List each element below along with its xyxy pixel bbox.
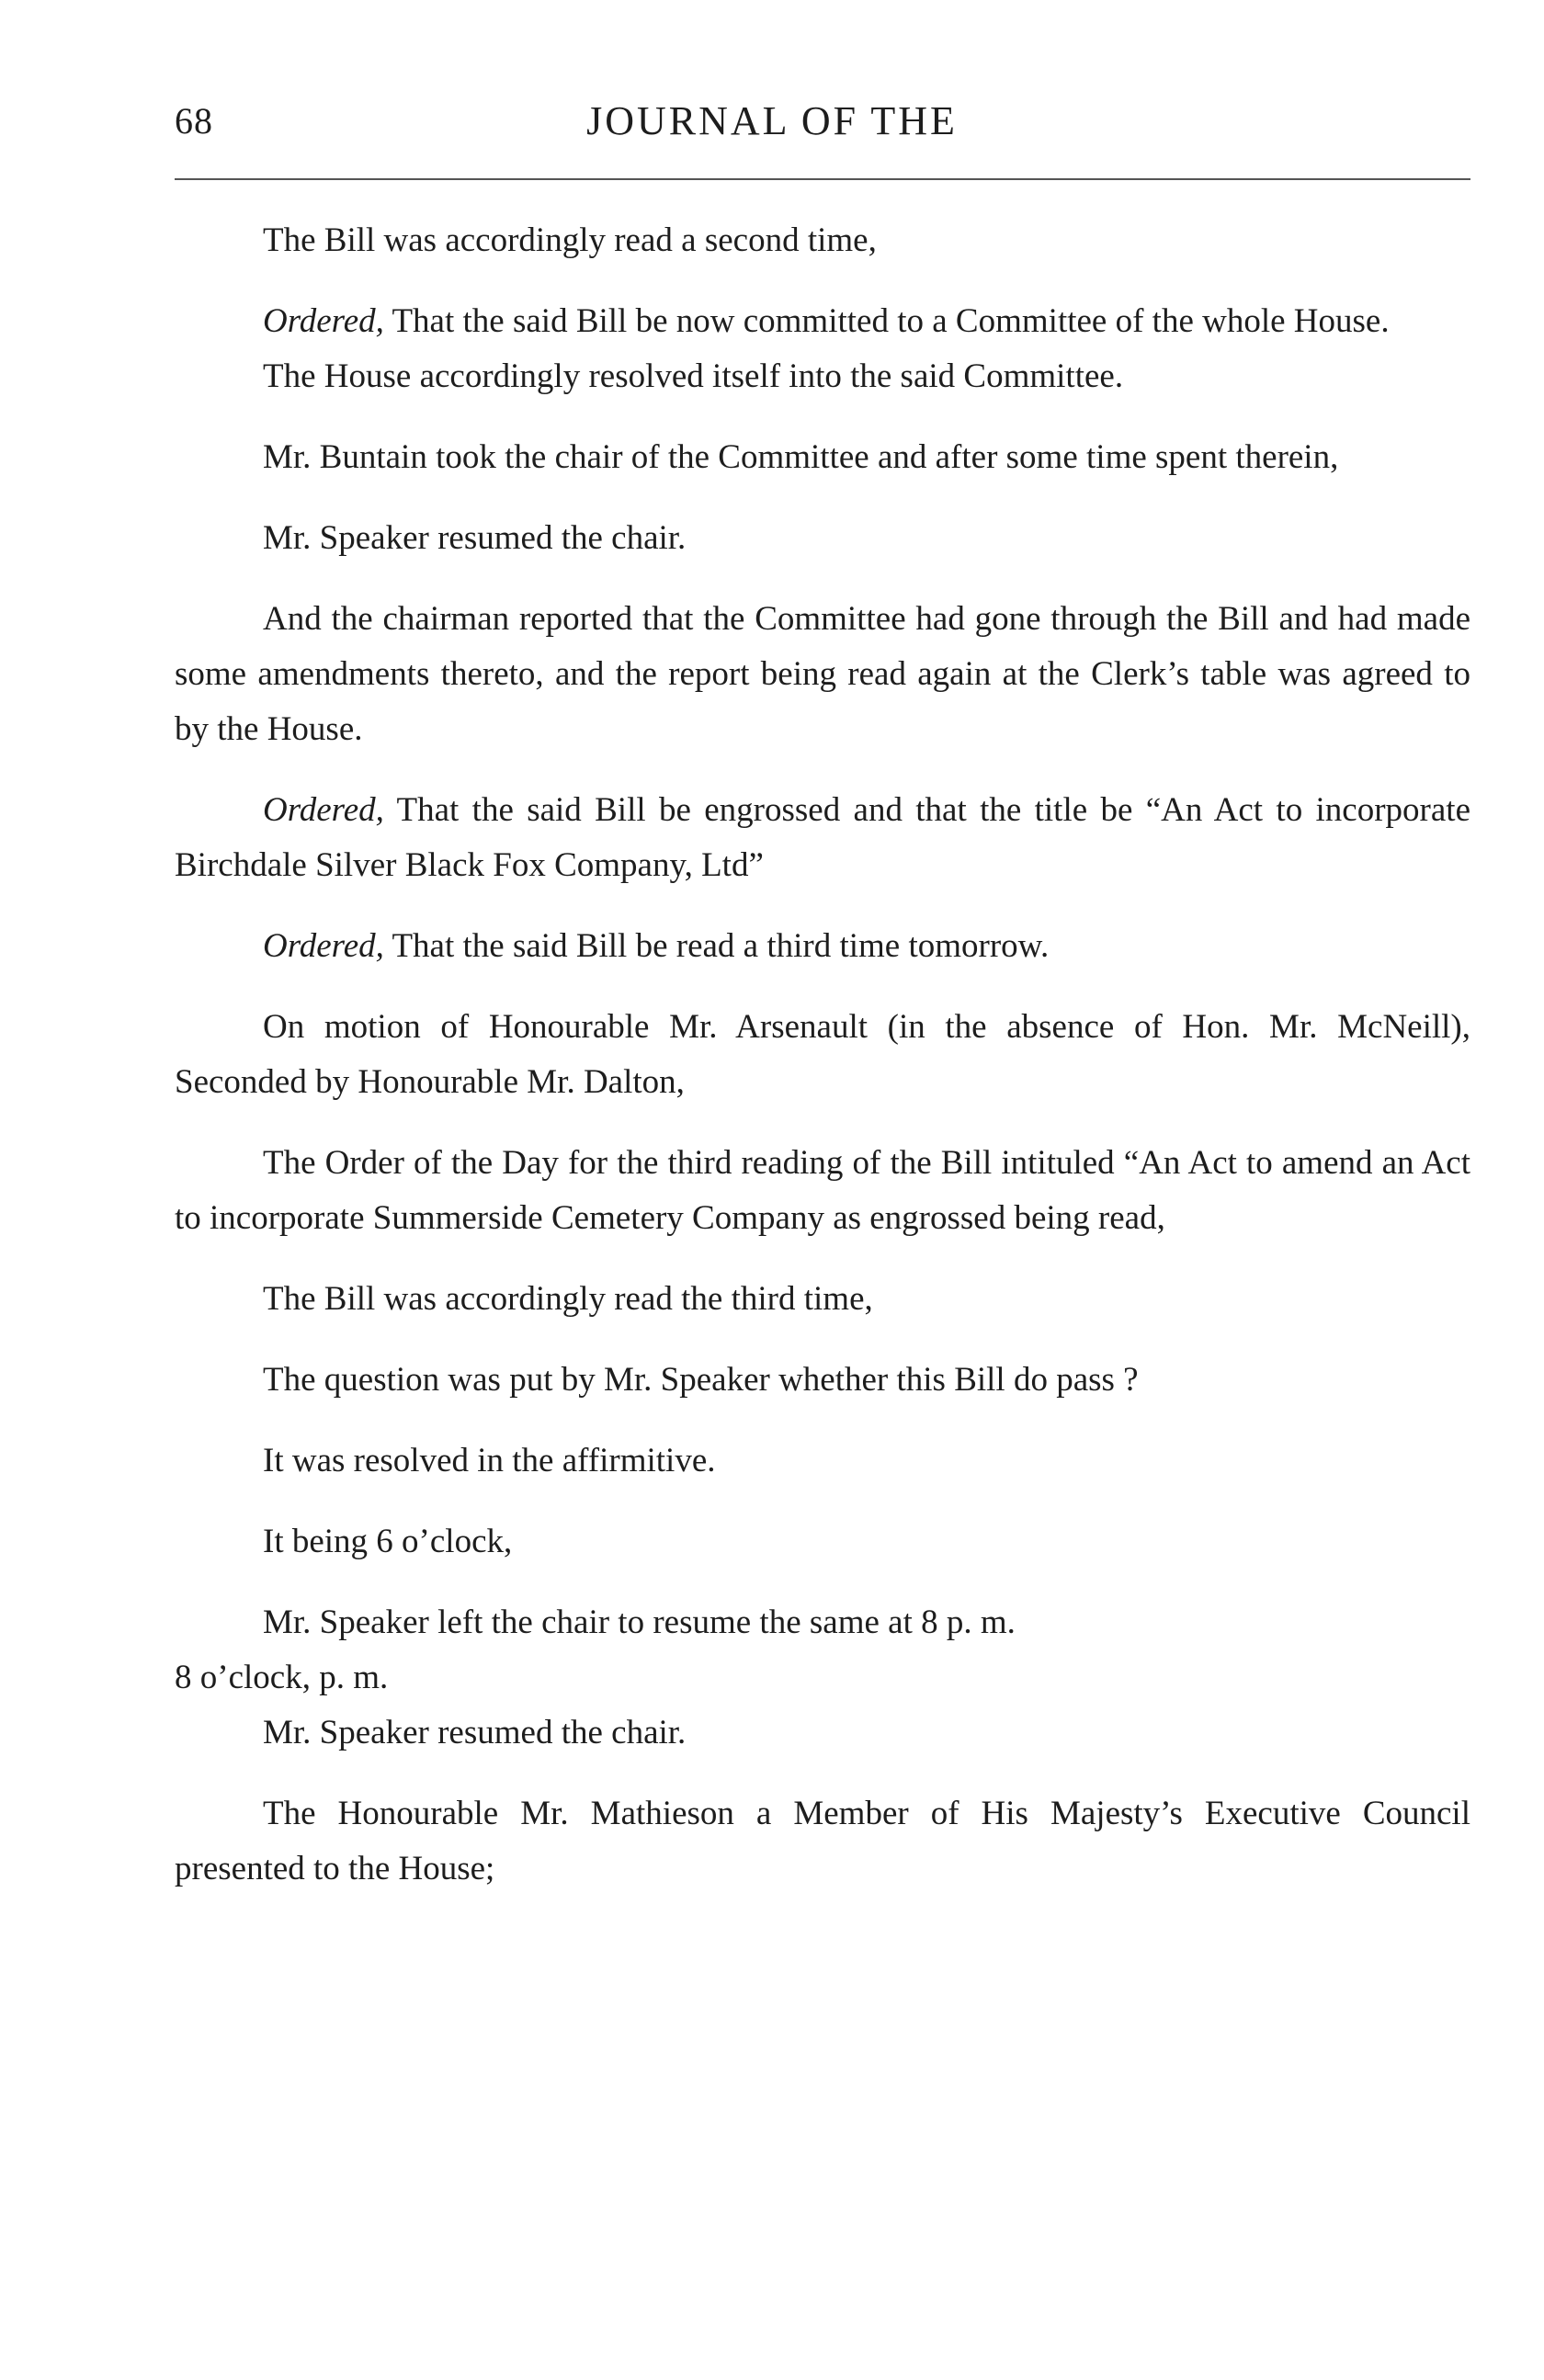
paragraph-ordered: Ordered, That the said Bill be now committed to a Committee of the whole House. bbox=[263, 302, 1390, 340]
page-number: 68 bbox=[175, 100, 213, 142]
paragraph: Mr. Buntain took the chair of the Committee and after some time spent therein, bbox=[263, 438, 1339, 476]
paragraph: Mr. Speaker left the chair to resume the same at 8 p. m. bbox=[263, 1604, 1016, 1641]
running-head: JOURNAL OF THE bbox=[586, 98, 958, 143]
paragraph: It was resolved in the affirmitive. bbox=[263, 1442, 716, 1479]
paragraph-ordered: Ordered, That the said Bill be read a third time tomorrow. bbox=[263, 927, 1050, 965]
header-rule bbox=[175, 178, 1470, 180]
paragraph-ordered: Ordered, That the said Bill be engrossed and that the title be “An Act to incorporate Birchdale Silver Black Fox Company, Ltd” bbox=[175, 791, 1470, 884]
journal-body bbox=[175, 213, 1470, 1897]
paragraph: And the chairman reported that the Committee had gone through the Bill and had made some amendments thereto, and the report being read again at the Clerk’s table was agreed to by the House. bbox=[175, 600, 1470, 748]
paragraph: It being 6 o’clock, bbox=[263, 1523, 513, 1560]
paragraph: The question was put by Mr. Speaker whether this Bill do pass ? bbox=[263, 1361, 1139, 1399]
paragraph: The Order of the Day for the third reading of the Bill intituled “An Act to amend an Act to incorporate Summerside Cemetery Company as engrossed being read, bbox=[175, 1144, 1470, 1237]
paragraph: The Bill was accordingly read a second time, bbox=[263, 221, 877, 259]
paragraph: Mr. Speaker resumed the chair. bbox=[263, 1714, 687, 1751]
paragraph: The Honourable Mr. Mathieson a Member of His Majesty’s Executive Council presented to the House; bbox=[175, 1795, 1470, 1887]
paragraph: On motion of Honourable Mr. Arsenault (in the absence of Hon. Mr. McNeill), Seconded by Honourable Mr. Dalton, bbox=[175, 1008, 1470, 1101]
paragraph: Mr. Speaker resumed the chair. bbox=[263, 519, 687, 557]
time-stamp: 8 o’clock, p. m. bbox=[175, 1659, 389, 1696]
paragraph: The House accordingly resolved itself into the said Committee. bbox=[263, 357, 1124, 395]
paragraph: The Bill was accordingly read the third time, bbox=[263, 1280, 873, 1318]
